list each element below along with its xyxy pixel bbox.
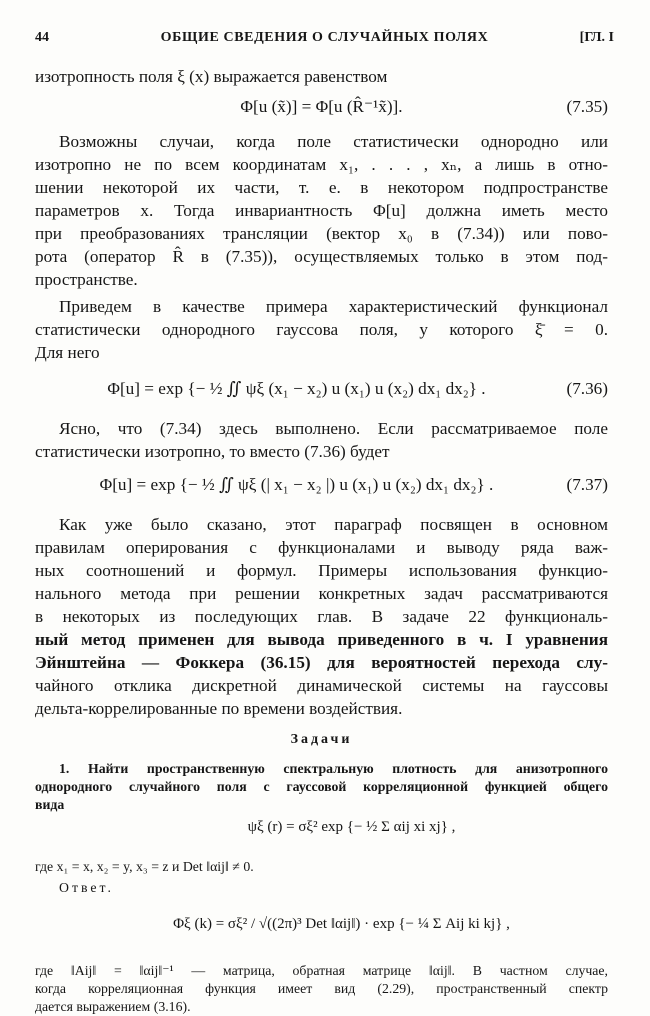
equation-body: Φ[u (x̃)] = Φ[u (R̂⁻¹x̃)]. [240, 97, 403, 116]
page-number: 44 [35, 30, 49, 45]
equation-7-36 [35, 371, 608, 407]
text-line: ный метод применен для вывода приведенного в ч. I уравнения [35, 630, 608, 649]
equation-body: ψξ (r) = σξ² exp {− ½ Σ αij xi xj} , [247, 819, 456, 835]
equation-body: Φ[u] = exp {− ½ ∬ ψξ (x₁ − x₂) u (x₁) u (x₂) dx₁ dx₂} . [107, 379, 486, 398]
equation-number: (7.36) [566, 379, 608, 398]
text-line: при преобразованиях трансляции (вектор x₀ в (7.34)) или пово- [35, 224, 608, 243]
running-head-title: ОБЩИЕ СВЕДЕНИЯ О СЛУЧАЙНЫХ ПОЛЯХ [160, 30, 489, 45]
text-line: чайного отклика дискретной динамической системы на гауссовы [35, 676, 608, 695]
text-line: нального метода при решении конкретных задач рассматриваются [35, 584, 608, 603]
equation-body: Φξ (k) = σξ² / √((2π)³ Det ‖αij‖) · exp {− ¼ Σ Aij ki kj} , [173, 916, 510, 932]
text-line: ных соотношений и формул. Примеры использования функцио- [35, 561, 608, 580]
running-header [35, 30, 614, 50]
equation-number: (7.35) [566, 97, 608, 116]
text-line: Для него [35, 343, 100, 362]
text-line: вида [35, 797, 65, 812]
text-line: статистически однородного гауссова поля, у которого ξ̄ = 0. [35, 320, 608, 339]
text-line: Ясно, что (7.34) здесь выполнено. Если рассматриваемое поле [59, 419, 608, 438]
text-line: рота (оператор R̂ в (7.35)), осуществляемых только в этом под- [35, 247, 608, 266]
text-line: Возможны случаи, когда поле статистически однородно или [59, 132, 608, 151]
text-line: однородного случайного поля с гауссовой корреляционной функцией общего [35, 779, 608, 794]
text-line: правилам оперирования с функционалами и выводу ряда важ- [35, 538, 608, 557]
text-line: Приведем в качестве примера характеристический функционал [59, 297, 608, 316]
equation-psi [35, 804, 608, 850]
section-heading-problems: Задачи [290, 732, 353, 747]
text-line: Эйнштейна — Фоккера (36.15) для вероятностей перехода слу- [35, 653, 608, 672]
chapter-label: [ГЛ. I [579, 30, 614, 45]
text-line: дельта-коррелированные по времени воздействия. [35, 699, 403, 718]
text-line: шении некоторой их части, т. е. в некотором подпространстве [35, 178, 608, 197]
text-line: изотропность поля ξ (x) выражается равенством [35, 67, 388, 86]
text-line: в некоторых из последующих глав. В задаче 22 функциональ- [35, 607, 608, 626]
text-line: где ‖Aij‖ = ‖αij‖⁻¹ — матрица, обратная матрице ‖αij‖. В частном случае, [35, 963, 608, 978]
text-line: где x₁ = x, x₂ = y, x₃ = z и Det ‖αij‖ ≠ 0. [35, 859, 254, 874]
equation-body: Φ[u] = exp {− ½ ∬ ψξ (| x₁ − x₂ |) u (x₁) u (x₂) dx₁ dx₂} . [99, 475, 494, 494]
text-line: 1. Найти пространственную спектральную плотность для анизотропного [59, 761, 608, 776]
text-line: параметров x. Тогда инвариантность Φ[u] должна иметь место [35, 201, 608, 220]
text-line: изотропно не по всем координатам x₁, . . . , xₙ, а лишь в отно- [35, 155, 608, 174]
equation-number: (7.37) [566, 475, 608, 494]
text-line: статистически изотропно, то вместо (7.36) будет [35, 442, 390, 461]
text-line: когда корреляционная функция имеет вид (2.29), пространственный спектр [35, 981, 608, 996]
answer-label: Ответ. [59, 880, 114, 895]
equation-7-37 [35, 467, 608, 503]
equation-phi [35, 898, 608, 950]
text-line: пространстве. [35, 270, 138, 289]
text-line: Как уже было сказано, этот параграф посвящен в основном [59, 515, 608, 534]
text-line: дается выражением (3.16). [35, 999, 191, 1014]
equation-7-35 [35, 92, 608, 122]
